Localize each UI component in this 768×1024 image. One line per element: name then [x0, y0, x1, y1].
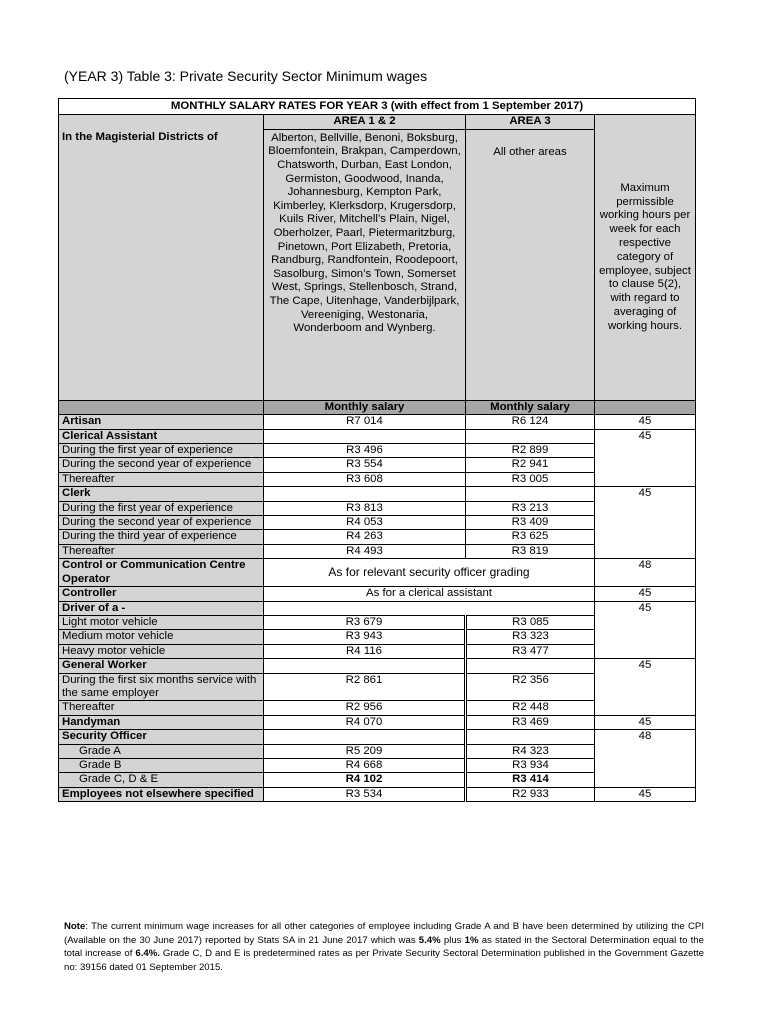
table-row: During the third year of experience R4 263 R3 625 — [59, 530, 696, 544]
table-row: Clerical Assistant 45 — [59, 429, 696, 443]
table-row: Control or Communication Centre Operator As for relevant security officer grading 48 — [59, 559, 696, 587]
table-row: Medium motor vehicle R3 943 R3 323 — [59, 630, 696, 644]
table-row: Security Officer 48 — [59, 730, 696, 744]
table-row: Thereafter R4 493 R3 819 — [59, 544, 696, 558]
table-row: Heavy motor vehicle R4 116 R3 477 — [59, 644, 696, 658]
table-row: General Worker 45 — [59, 659, 696, 673]
table-row: During the first year of experience R3 813 R3 213 — [59, 501, 696, 515]
area12-header: AREA 1 & 2 — [264, 115, 466, 129]
page-title: (YEAR 3) Table 3: Private Security Sector Minimum wages — [64, 68, 428, 84]
table-row: Handyman R4 070 R3 469 45 — [59, 715, 696, 729]
table-row: During the first year of experience R3 496 R2 899 — [59, 444, 696, 458]
table-row: Artisan R7 014 R6 124 45 — [59, 415, 696, 429]
districts-label: In the Magisterial Districts of — [59, 115, 264, 400]
table-row: During the second year of experience R4 053 R3 409 — [59, 516, 696, 530]
monthly-salary-header-a3: Monthly salary — [466, 400, 595, 414]
table-row: During the first six months service with the same employer R2 861 R2 356 — [59, 673, 696, 701]
table-row: Driver of a - 45 — [59, 601, 696, 615]
table-row: Employees not elsewhere specified R3 534 R2 933 45 — [59, 787, 696, 801]
table-row: Grade A R5 209 R4 323 — [59, 744, 696, 758]
table-row: Grade C, D & E R4 102 R3 414 — [59, 773, 696, 787]
table-heading: MONTHLY SALARY RATES FOR YEAR 3 (with effect from 1 September 2017) — [59, 99, 696, 115]
wage-table — [58, 98, 696, 802]
area12-districts: Alberton, Bellville, Benoni, Boksburg, Bloemfontein, Brakpan, Camperdown, Chatsworth, Durban, East London, Germiston, Goodwood, Inanda, Johannesburg, Kempton Park, Kimberley, Klerksdorp, Krugersdorp, Kuils River, Mitchell’s Plain, Nigel, Oberholzer, Paarl, Pietermaritzburg, Pinetown, Port Elizabeth, Pretoria, Randburg, Randfontein, Roodepoort, Sasolburg, Simon’s Town, Somerset West, Springs, Stellenbosch, Strand, The Cape, Uitenhage, Vanderbijlpark, Vereeniging, Westonaria, Wonderboom and Wynberg. — [264, 129, 466, 400]
table-row: Clerk 45 — [59, 487, 696, 501]
table-row: Grade B R4 668 R3 934 — [59, 758, 696, 772]
table-row: Controller As for a clerical assistant 45 — [59, 587, 696, 601]
footnote: Note: The current minimum wage increases for all other categories of employee including Grade A and B have been determined by utilizing the CPI (Available on the 30 June 2017) reported by Stats SA in 21 June 2017 which was 5.4% plus 1% as stated in the Sectoral Determination equal to the total increase of 6.4%. Grade C, D and E is predetermined rates as per Private Security Sectoral Determination published in the Government Gazette no: 39156 dated 01 September 2015. — [64, 921, 704, 973]
table-row: Thereafter R2 956 R2 448 — [59, 701, 696, 715]
table-row: During the second year of experience R3 554 R2 941 — [59, 458, 696, 472]
area3-header: AREA 3 — [466, 115, 595, 129]
monthly-salary-header-a12: Monthly salary — [264, 400, 466, 414]
area3-districts: All other areas — [466, 129, 595, 400]
table-row: Light motor vehicle R3 679 R3 085 — [59, 615, 696, 629]
max-hours-note: Maximum permissible working hours per week for each respective category of employee, subject to clause 5(2), with regard to averaging of working hours. — [595, 115, 696, 400]
table-row: Thereafter R3 608 R3 005 — [59, 472, 696, 486]
